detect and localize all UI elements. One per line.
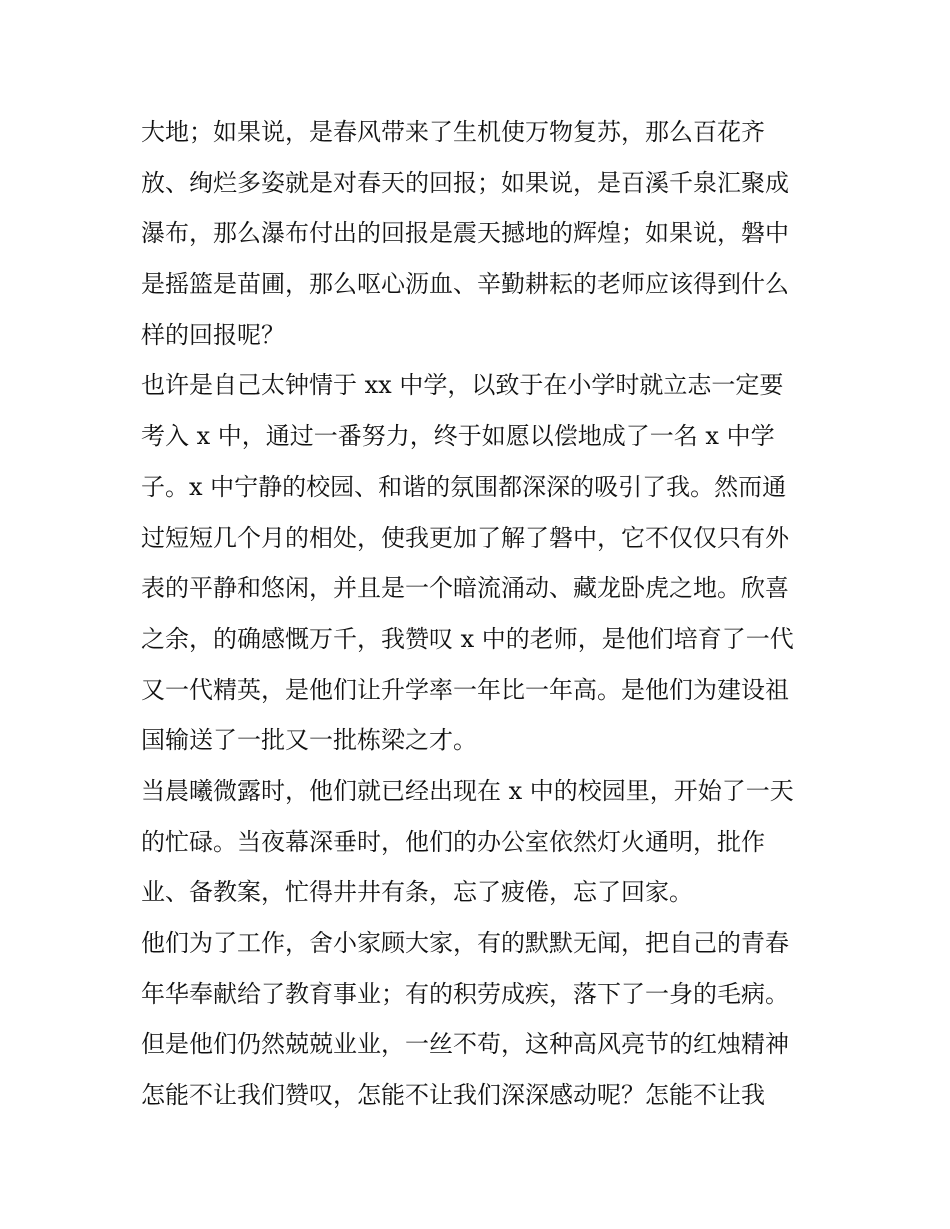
document-body (141, 107, 813, 1121)
text-line: 放、绚烂多姿就是对春天的回报；如果说，是百溪千泉汇聚成 (141, 168, 789, 197)
text-line: 也许是自己太钟情于 xx 中学，以致于在小学时就立志一定要 (141, 371, 784, 400)
text-line: 过短短几个月的相处，使我更加了解了磐中，它不仅仅只有外 (141, 523, 789, 552)
text-line: 样的回报呢？ (141, 320, 285, 349)
paragraph-1 (141, 107, 813, 360)
text-line: 考入 x 中，通过一番努力，终于如愿以偿地成了一名 x 中学 (141, 422, 775, 451)
text-line: 怎能不让我们赞叹，怎能不让我们深深感动呢？怎能不让我 (141, 1081, 765, 1110)
text-line: 年华奉献给了教育事业；有的积劳成疾，落下了一身的毛病。 (141, 979, 789, 1008)
text-line: 又一代精英，是他们让升学率一年比一年高。是他们为建设祖 (141, 675, 789, 704)
text-line: 他们为了工作，舍小家顾大家，有的默默无闻，把自己的青春 (141, 929, 789, 957)
text-line: 国输送了一批又一批栋梁之才。 (141, 726, 477, 755)
text-line: 大地；如果说，是春风带来了生机使万物复苏，那么百花齐 (141, 118, 765, 146)
paragraph-3 (141, 766, 813, 918)
text-line: 的忙碌。当夜幕深垂时，他们的办公室依然灯火通明，批作 (141, 827, 765, 856)
paragraph-2 (141, 360, 813, 766)
text-line: 业、备教案，忙得井井有条，忘了疲倦，忘了回家。 (141, 878, 693, 907)
text-line: 子。x 中宁静的校园、和谐的氛围都深深的吸引了我。然而通 (141, 472, 787, 501)
text-line: 瀑布，那么瀑布付出的回报是震天撼地的辉煌；如果说，磐中 (141, 219, 789, 248)
paragraph-4 (141, 918, 813, 1121)
text-line: 是摇篮是苗圃，那么呕心沥血、辛勤耕耘的老师应该得到什么 (141, 270, 789, 299)
text-line: 但是他们仍然兢兢业业，一丝不苟，这种高风亮节的红烛精神 (141, 1030, 789, 1059)
text-line: 当晨曦微露时，他们就已经出现在 x 中的校园里，开始了一天 (141, 776, 794, 805)
text-line: 之余，的确感慨万千，我赞叹 x 中的老师，是他们培育了一代 (141, 624, 794, 653)
text-line: 表的平静和悠闲，并且是一个暗流涌动、藏龙卧虎之地。欣喜 (141, 574, 789, 603)
